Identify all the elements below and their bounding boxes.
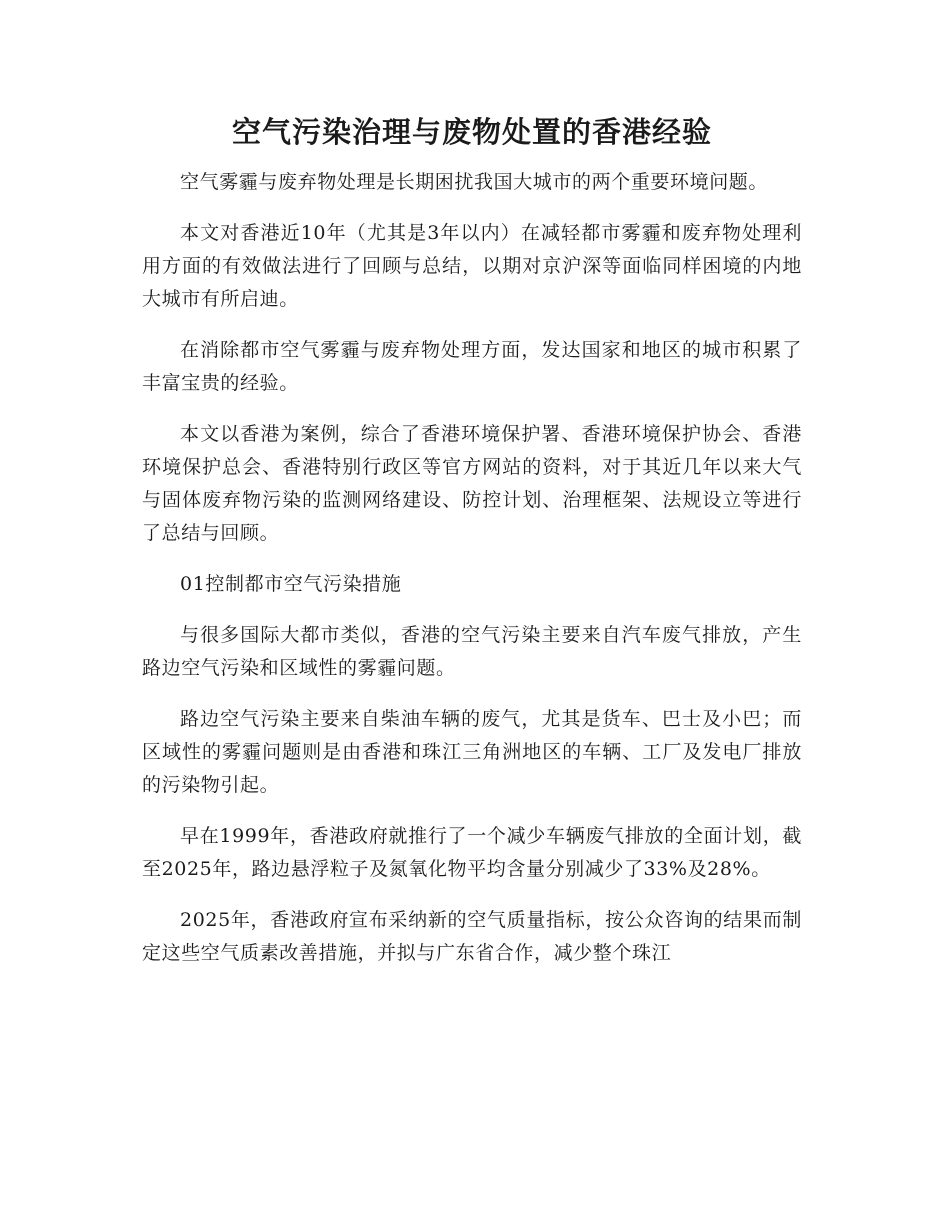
paragraph: 早在1999年，香港政府就推行了一个减少车辆废气排放的全面计划，截至2025年，路边悬浮粒子及氮氧化物平均含量分别减少了33%及28%。 — [142, 825, 802, 880]
paragraph: 路边空气污染主要来自柴油车辆的废气，尤其是货车、巴士及小巴；而区域性的雾霾问题则是由香港和珠江三角洲地区的车辆、工厂及发电厂排放的污染物引起。 — [142, 708, 802, 796]
paragraph: 在消除都市空气雾霾与废弃物处理方面，发达国家和地区的城市积累了丰富宝贵的经验。 — [142, 339, 802, 394]
paragraph: 本文对香港近10年（尤其是3年以内）在减轻都市雾霾和废弃物处理利用方面的有效做法进行了回顾与总结，以期对京沪深等面临同样困境的内地大城市有所启迪。 — [142, 222, 802, 310]
document-title: 空气污染治理与废物处置的香港经验 — [231, 115, 712, 149]
paragraph: 2025年，香港政府宣布采纳新的空气质量指标，按公众咨询的结果而制定这些空气质素改善措施，并拟与广东省合作，减少整个珠江 — [142, 909, 802, 964]
paragraph: 本文以香港为案例，综合了香港环境保护署、香港环境保护协会、香港环境保护总会、香港特别行政区等官方网站的资料，对于其近几年以来大气与固体废弃物污染的监测网络建设、防控计划、治理框架、法规设立等进行了总结与回顾。 — [142, 423, 802, 544]
document-body — [142, 166, 802, 970]
paragraph: 与很多国际大都市类似，香港的空气污染主要来自汽车废气排放，产生路边空气污染和区域性的雾霾问题。 — [142, 624, 802, 679]
paragraph: 空气雾霾与废弃物处理是长期困扰我国大城市的两个重要环境问题。 — [180, 171, 769, 193]
document-page — [142, 0, 802, 988]
section-heading: 01控制都市空气污染措施 — [180, 573, 402, 595]
